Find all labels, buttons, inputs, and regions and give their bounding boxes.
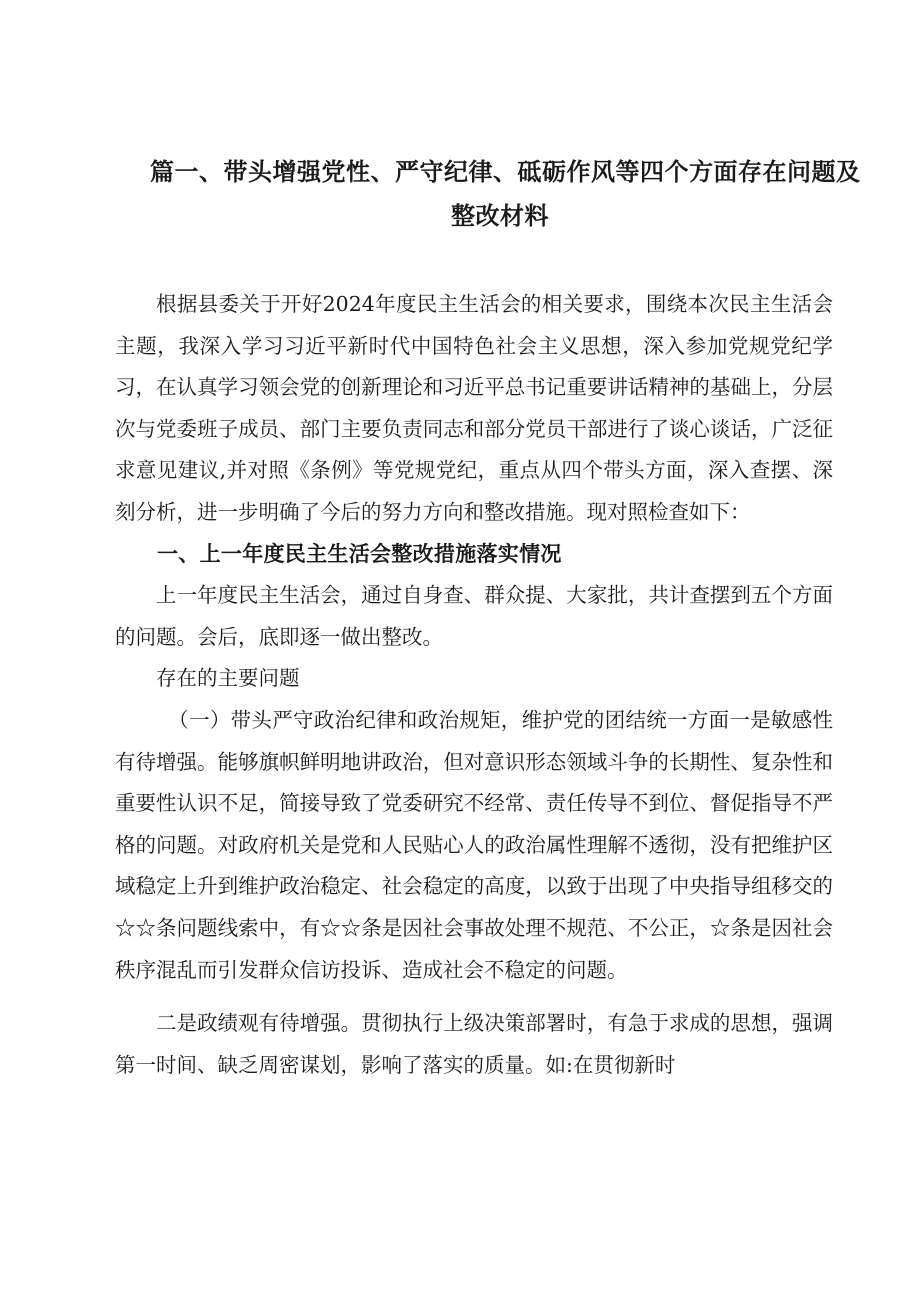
intro-paragraph: 根据县委关于开好2024年度民主生活会的相关要求，围绕本次民主生活会主题，我深入学习习近平新时代中国特色社会主义思想，深入参加党规党纪学习，在认真学习领会党的创新理论和习近平总书记重要讲话精神的基础上，分层次与党委班子成员、部门主要负责同志和部分党员干部进行了谈心谈话，广泛征求意见建议,并对照《条例》等党规党纪，重点从四个带头方面，深入查摆、深刻分析，进一步明确了今后的努力方向和整改措施。现对照检查如下： [115,292,833,524]
issue-2-paragraph: 二是政绩观有待增强。贯彻执行上级决策部署时，有急于求成的思想，强调第一时间、缺乏周密谋划，影响了落实的质量。如:在贯彻新时 [115,1011,833,1077]
document-title [150,150,861,238]
document-body [115,284,833,1086]
title-line-2: 整改材料 [451,202,549,230]
section-heading-1: 一、上一年度民主生活会整改措施落实情况 [157,541,562,566]
main-issues-label: 存在的主要问题 [156,666,300,691]
last-year-paragraph: 上一年度民主生活会，通过自身查、群众提、大家批，共计查摆到五个方面的问题。会后，底即逐一做出整改。 [115,583,833,649]
issue-1-paragraph: （一）带头严守政治纪律和政治规矩，维护党的团结统一方面一是敏感性有待增强。能够旗帜鲜明地讲政治，但对意识形态领域斗争的长期性、复杂性和重要性认识不足，简接导致了党委研究不经常、责任传导不到位、督促指导不严格的问题。对政府机关是党和人民贴心人的政治属性理解不透彻，没有把维护区域稳定上升到维护政治稳定、社会稳定的高度，以致于出现了中央指导组移交的☆☆条问题线索中，有☆☆条是因社会事故处理不规范、不公正，☆条是因社会秩序混乱而引发群众信访投诉、造成社会不稳定的问题。 [115,707,833,982]
title-line-1: 篇一、带头增强党性、严守纪律、砥砺作风等四个方面存在问题及 [150,158,861,186]
